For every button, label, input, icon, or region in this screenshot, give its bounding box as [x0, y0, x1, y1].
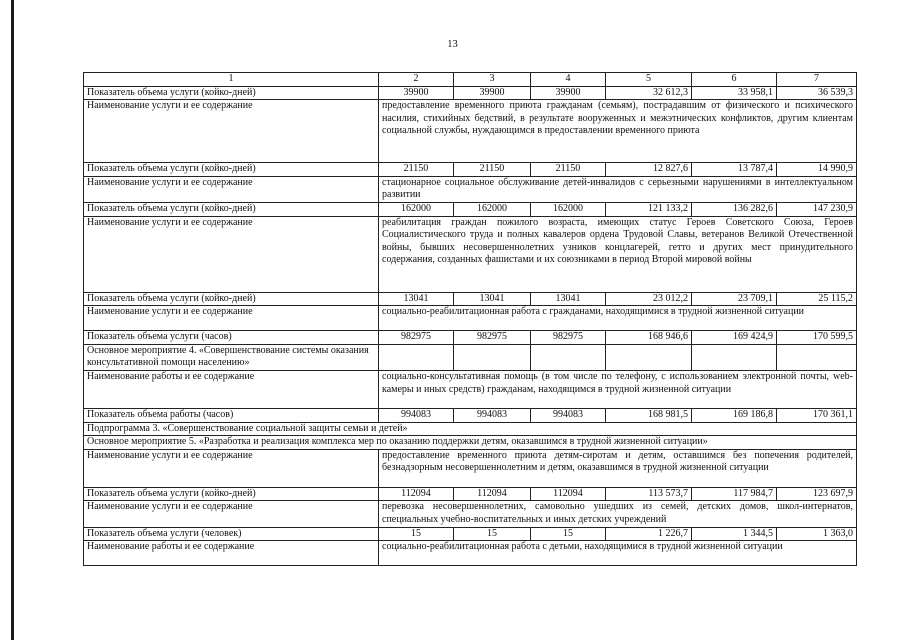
value-cell: 982975 [531, 331, 606, 345]
event-row [84, 344, 857, 370]
value-cell: 13041 [379, 292, 454, 306]
value-cell: 169 424,9 [692, 331, 777, 345]
value-cell: 123 697,9 [777, 487, 857, 501]
row-label: Показатель объема услуги (часов) [84, 331, 379, 345]
service-description-row [84, 541, 857, 566]
row-label: Показатель объема услуги (человек) [84, 527, 379, 541]
page-number: 13 [447, 39, 458, 50]
value-cell: 168 946,6 [606, 331, 692, 345]
value-cell: 994083 [454, 408, 531, 422]
column-number-header: 4 [531, 73, 606, 87]
budget-table [83, 72, 857, 566]
value-cell: 14 990,9 [777, 163, 857, 177]
value-cell: 21150 [531, 163, 606, 177]
value-cell: 994083 [531, 408, 606, 422]
value-cell: 147 230,9 [777, 202, 857, 216]
value-cell: 21150 [379, 163, 454, 177]
row-label: Наименование услуги и ее содержание [84, 449, 379, 487]
value-cell: 15 [531, 527, 606, 541]
volume-indicator-row [84, 527, 857, 541]
value-cell: 39900 [531, 86, 606, 100]
value-cell: 13 787,4 [692, 163, 777, 177]
value-cell: 169 186,8 [692, 408, 777, 422]
service-description-row [84, 216, 857, 292]
row-label: Показатель объема услуги (койко-дней) [84, 163, 379, 177]
value-cell: 36 539,3 [777, 86, 857, 100]
service-description-row [84, 100, 857, 163]
value-cell: 162000 [379, 202, 454, 216]
value-cell: 13041 [454, 292, 531, 306]
value-cell [692, 344, 777, 370]
row-label: Показатель объема услуги (койко-дней) [84, 86, 379, 100]
value-cell: 25 115,2 [777, 292, 857, 306]
value-cell: 1 344,5 [692, 527, 777, 541]
value-cell: 1 226,7 [606, 527, 692, 541]
row-label: Наименование услуги и ее содержание [84, 306, 379, 331]
binding-edge [11, 0, 14, 640]
value-cell: 15 [454, 527, 531, 541]
service-description-row [84, 306, 857, 331]
column-number-header: 1 [84, 73, 379, 87]
volume-indicator-row [84, 163, 857, 177]
value-cell: 162000 [531, 202, 606, 216]
row-label: Наименование работы и ее содержание [84, 370, 379, 408]
service-description: социально-консультативная помощь (в том числе по телефону, с использованием электронной почты, web-камеры и иных средств) гражданам, находящимся в трудной жизненной ситуации [379, 370, 857, 408]
value-cell: 112094 [454, 487, 531, 501]
service-description-row [84, 449, 857, 487]
value-cell: 982975 [379, 331, 454, 345]
service-description: социально-реабилитационная работа с детьми, находящимися в трудной жизненной ситуации [379, 541, 857, 566]
value-cell: 162000 [454, 202, 531, 216]
volume-indicator-row [84, 408, 857, 422]
row-label: Показатель объема работы (часов) [84, 408, 379, 422]
row-label: Показатель объема услуги (койко-дней) [84, 292, 379, 306]
section-title: Основное мероприятие 5. «Разработка и реализация комплекса мер по оказанию поддержки детям, оказавшимся в трудной жизненной ситуации» [84, 436, 857, 450]
volume-indicator-row [84, 202, 857, 216]
column-number-header: 2 [379, 73, 454, 87]
service-description: социально-реабилитационная работа с гражданами, находящимися в трудной жизненной ситуации [379, 306, 857, 331]
value-cell: 113 573,7 [606, 487, 692, 501]
value-cell: 112094 [531, 487, 606, 501]
row-label: Показатель объема услуги (койко-дней) [84, 202, 379, 216]
value-cell: 982975 [454, 331, 531, 345]
value-cell: 136 282,6 [692, 202, 777, 216]
value-cell: 39900 [379, 86, 454, 100]
volume-indicator-row [84, 331, 857, 345]
service-description: реабилитация граждан пожилого возраста, имеющих статус Героев Советского Союза, Героев Социалистического труда и полных кавалеров ордена Трудовой Славы, ветеранов Великой Отечественной войны, бывших несовершеннолетних узников концлагерей, гетто и других мест принудительного содержания, созданных фашистами и их союзниками в период Второй мировой войны [379, 216, 857, 292]
value-cell: 23 012,2 [606, 292, 692, 306]
column-number-header: 7 [777, 73, 857, 87]
row-label: Наименование услуги и ее содержание [84, 501, 379, 527]
column-number-header: 6 [692, 73, 777, 87]
service-description: предоставление временного приюта детям-сиротам и детям, оставшимся без попечения родителей, безнадзорным несовершеннолетним и детям, оказавшимся в трудной жизненной ситуации [379, 449, 857, 487]
row-label: Наименование работы и ее содержание [84, 541, 379, 566]
value-cell: 994083 [379, 408, 454, 422]
section-row [84, 436, 857, 450]
volume-indicator-row [84, 86, 857, 100]
column-number-header: 5 [606, 73, 692, 87]
service-description: предоставление временного приюта гражданам (семьям), пострадавшим от физического и психического насилия, стихийных бедствий, в результате вооруженных и межэтнических конфликтов, другим клиентам социальной службы, нуждающимся в предоставлении временного приюта [379, 100, 857, 163]
value-cell: 168 981,5 [606, 408, 692, 422]
value-cell: 117 984,7 [692, 487, 777, 501]
value-cell: 15 [379, 527, 454, 541]
value-cell [454, 344, 531, 370]
value-cell: 121 133,2 [606, 202, 692, 216]
row-label: Показатель объема услуги (койко-дней) [84, 487, 379, 501]
value-cell: 39900 [454, 86, 531, 100]
value-cell: 32 612,3 [606, 86, 692, 100]
volume-indicator-row [84, 292, 857, 306]
section-title: Подпрограмма 3. «Совершенствование социальной защиты семьи и детей» [84, 422, 857, 436]
value-cell [777, 344, 857, 370]
value-cell [379, 344, 454, 370]
value-cell [606, 344, 692, 370]
service-description: стационарное социальное обслуживание детей-инвалидов с серьезными нарушениями в интеллектуальном развитии [379, 176, 857, 202]
section-row [84, 422, 857, 436]
value-cell: 170 599,5 [777, 331, 857, 345]
row-label: Наименование услуги и ее содержание [84, 176, 379, 202]
value-cell: 1 363,0 [777, 527, 857, 541]
value-cell: 13041 [531, 292, 606, 306]
row-label: Наименование услуги и ее содержание [84, 216, 379, 292]
value-cell: 33 958,1 [692, 86, 777, 100]
service-description-row [84, 501, 857, 527]
value-cell: 112094 [379, 487, 454, 501]
service-description-row [84, 176, 857, 202]
value-cell [531, 344, 606, 370]
value-cell: 23 709,1 [692, 292, 777, 306]
column-number-header: 3 [454, 73, 531, 87]
value-cell: 170 361,1 [777, 408, 857, 422]
value-cell: 12 827,6 [606, 163, 692, 177]
table-header-row [84, 73, 857, 87]
service-description-row [84, 370, 857, 408]
volume-indicator-row [84, 487, 857, 501]
value-cell: 21150 [454, 163, 531, 177]
row-label: Основное мероприятие 4. «Совершенствование системы оказания консультативной помощи населению» [84, 344, 379, 370]
row-label: Наименование услуги и ее содержание [84, 100, 379, 163]
service-description: перевозка несовершеннолетних, самовольно ушедших из семей, детских домов, школ-интернатов, специальных учебно-воспитательных и иных детских учреждений [379, 501, 857, 527]
